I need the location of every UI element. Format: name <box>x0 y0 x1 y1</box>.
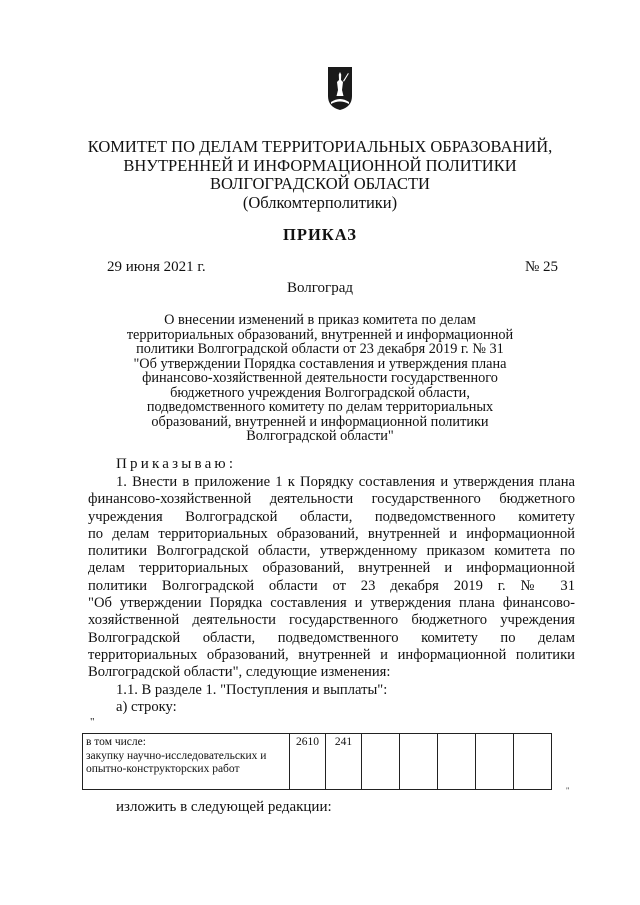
subject-line: Волгоградской области" <box>246 428 394 444</box>
body-line: делам территориальных образований, внутренней и информационной <box>88 560 575 577</box>
committee-short-name: (Облкомтерполитики) <box>242 192 398 212</box>
subject-line: финансово-хозяйственной деятельности государственного <box>142 370 498 386</box>
subject-line: бюджетного учреждения Волгоградской области, <box>170 384 470 401</box>
subject-line: "Об утверждении Порядка составления и утверждения плана <box>133 355 507 372</box>
volgograd-emblem-icon <box>327 66 353 111</box>
body-line: а) строку: <box>116 698 177 715</box>
body-line: политики Волгоградской области, утвержденному приказом комитета по <box>88 543 575 560</box>
opening-quote: " <box>90 716 95 728</box>
table-cell-empty <box>400 734 438 790</box>
row-name-line: закупку научно-исследовательских и <box>86 749 267 762</box>
body-line: учреждения Волгоградской области, подведомственного комитету <box>88 508 575 525</box>
final-line: изложить в следующей редакции: <box>116 799 332 815</box>
body-line: Волгоградской области, подведомственного комитету по делам <box>88 629 575 646</box>
table-cell-empty <box>514 734 552 790</box>
committee-line-2: ВНУТРЕННЕЙ И ИНФОРМАЦИОННОЙ ПОЛИТИКИ <box>123 155 517 175</box>
body-line: финансово-хозяйственной деятельности государственного бюджетного <box>88 491 575 508</box>
body-line: территориальных образований, внутренней и информационной политики <box>88 646 575 663</box>
body-line: политики Волгоградской области от 23 декабря 2019 г. № 31 <box>88 577 575 594</box>
committee-line-3: ВОЛГОГРАДСКОЙ ОБЛАСТИ <box>210 174 430 193</box>
budget-line-table <box>82 733 552 790</box>
row-name-line: в том числе: <box>86 736 146 748</box>
order-word: Приказываю: <box>116 456 237 472</box>
order-date: 29 июня 2021 г. <box>107 259 206 275</box>
table-cell-empty <box>438 734 476 790</box>
row-name-line: опытно-конструкторских работ <box>86 763 240 775</box>
table-cell-empty <box>362 734 400 790</box>
body-line: "Об утверждении Порядка составления и утверждения плана финансово- <box>88 595 575 612</box>
table-row <box>83 734 552 790</box>
order-number: № 25 <box>525 259 559 275</box>
table-cell-name <box>83 734 290 790</box>
subject-line: территориальных образований, внутренней и информационной <box>126 326 514 343</box>
closing-quote: " <box>566 786 570 795</box>
order-title: ПРИКАЗ <box>283 225 357 244</box>
body-line: 1. Внести в приложение 1 к Порядку составления и утверждения плана <box>116 474 575 490</box>
subject-line: О внесении изменений в приказ комитета по делам <box>164 312 476 328</box>
table-cell-kosgu-code: 241 <box>326 734 362 790</box>
body-line: по делам территориальных образований, внутренней и информационной <box>88 525 575 542</box>
subject-line: политики Волгоградской области от 23 декабря 2019 г. № 31 <box>136 341 504 357</box>
body-line: Волгоградской области", следующие изменения: <box>88 664 391 681</box>
body-line: хозяйственной деятельности государственного бюджетного учреждения <box>88 612 575 629</box>
body-line: 1.1. В разделе 1. "Поступления и выплаты": <box>116 681 388 698</box>
order-city: Волгоград <box>286 280 353 296</box>
committee-line-1: КОМИТЕТ ПО ДЕЛАМ ТЕРРИТОРИАЛЬНЫХ ОБРАЗОВАНИЙ, <box>87 137 553 156</box>
order-subject <box>110 313 530 444</box>
subject-line: образований, внутренней и информационной политики <box>151 413 489 430</box>
table-cell-line-code: 2610 <box>290 734 326 790</box>
subject-line: подведомственного комитету по делам территориальных <box>146 399 494 415</box>
table-cell-empty <box>476 734 514 790</box>
committee-header <box>60 138 580 212</box>
order-body <box>88 474 575 716</box>
